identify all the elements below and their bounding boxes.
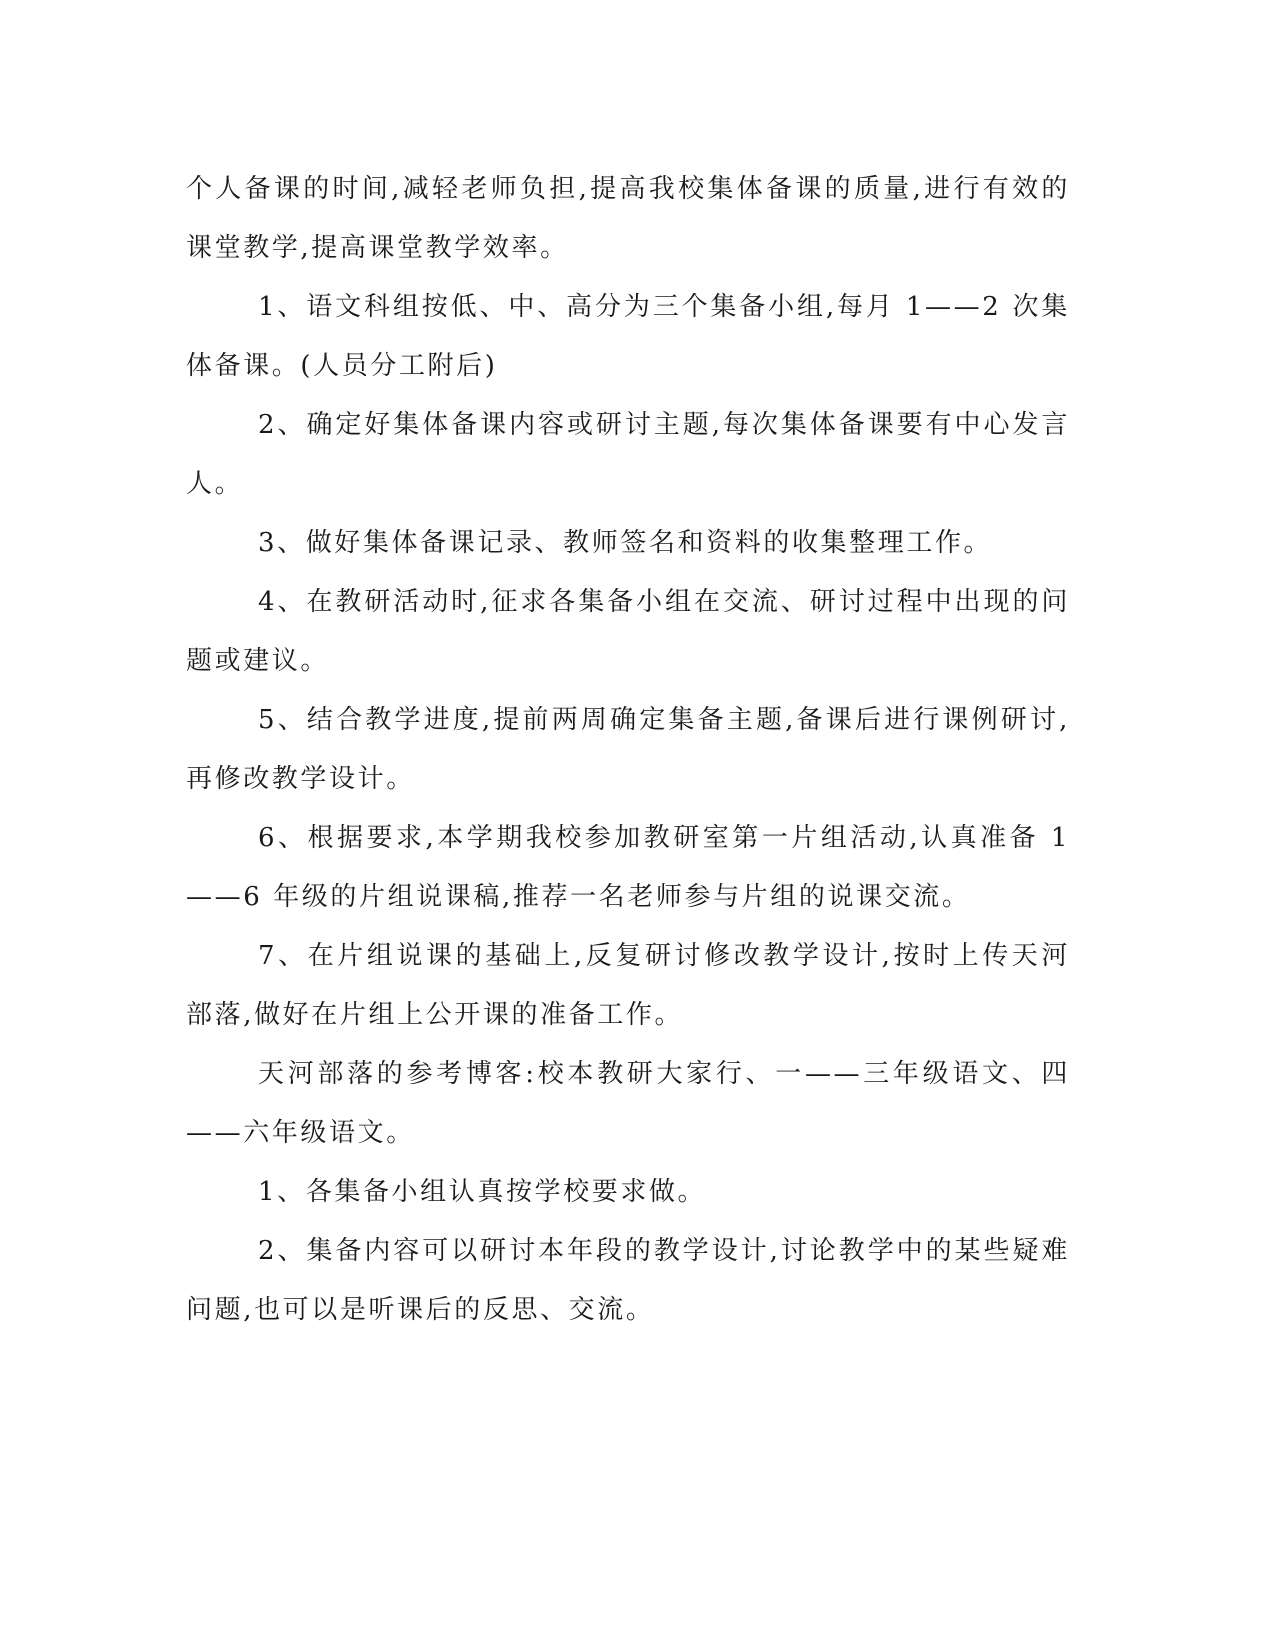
paragraph-requirement-1: 1、各集备小组认真按学校要求做。 xyxy=(258,1177,707,1207)
paragraph-reference-blogs: 天河部落的参考博客:校本教研大家行、一——三年级语文、四——六年级语文。 xyxy=(186,1059,1070,1148)
paragraph-continuation: 个人备课的时间,减轻老师负担,提高我校集体备课的质量,进行有效的课堂教学,提高课堂教学效率。 xyxy=(186,174,1070,263)
paragraph-item-7: 7、在片组说课的基础上,反复研讨修改教学设计,按时上传天河部落,做好在片组上公开课的准备工作。 xyxy=(186,941,1070,1030)
paragraph-item-6: 6、根据要求,本学期我校参加教研室第一片组活动,认真准备 1——6 年级的片组说课稿,推荐一名老师参与片组的说课交流。 xyxy=(186,823,1070,912)
paragraph-item-3: 3、做好集体备课记录、教师签名和资料的收集整理工作。 xyxy=(258,528,993,558)
paragraph-requirement-2: 2、集备内容可以研讨本年段的教学设计,讨论教学中的某些疑难问题,也可以是听课后的反思、交流。 xyxy=(186,1236,1070,1325)
paragraph-item-5: 5、结合教学进度,提前两周确定集备主题,备课后进行课例研讨,再修改教学设计。 xyxy=(186,705,1070,794)
paragraph-item-2: 2、确定好集体备课内容或研讨主题,每次集体备课要有中心发言人。 xyxy=(186,410,1070,499)
paragraph-item-4: 4、在教研活动时,征求各集备小组在交流、研讨过程中出现的问题或建议。 xyxy=(186,587,1070,676)
document-body xyxy=(186,160,1070,1340)
paragraph-item-1: 1、语文科组按低、中、高分为三个集备小组,每月 1——2 次集体备课。(人员分工附后) xyxy=(186,292,1070,381)
